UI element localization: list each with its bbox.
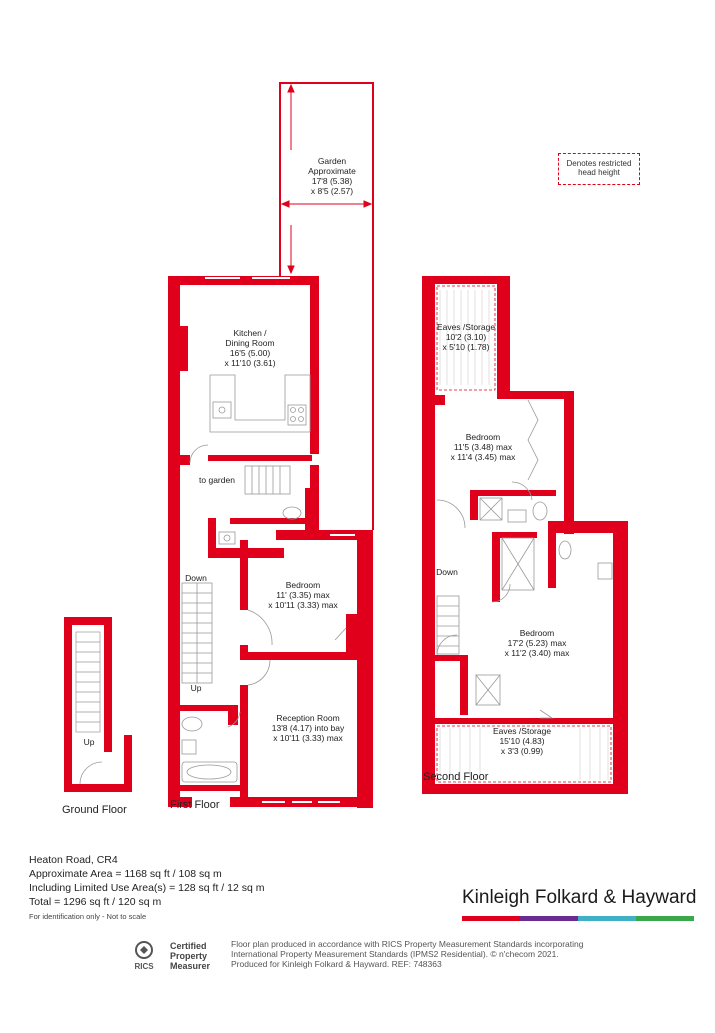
legend-line-1: Denotes restricted <box>566 159 632 168</box>
rics-logo-icon <box>124 938 164 972</box>
restricted-height-legend <box>558 153 640 185</box>
bedroom-second-floor-a-label: Bedroom 11'5 (3.48) max x 11'4 (3.45) max <box>450 432 516 462</box>
stairs-down-second-floor: Down <box>436 567 458 577</box>
identification-note: For identification only - Not to scale <box>29 912 147 921</box>
first-floor-title: First Floor <box>170 799 220 811</box>
stairs-down-first-floor: Down <box>185 573 207 583</box>
garden-label: Garden Approximate 17'8 (5.38) x 8'5 (2.57) <box>308 156 356 196</box>
ground-floor-stairs <box>76 632 102 784</box>
legend-line-2: head height <box>578 168 620 177</box>
second-floor-title: Second Floor <box>423 771 489 783</box>
ground-floor-title: Ground Floor <box>62 804 127 816</box>
total-area: Total = 1296 sq ft / 120 sq m <box>29 896 162 908</box>
bedroom-first-floor-label: Bedroom 11' (3.35) max x 10'11 (3.33) max <box>268 580 338 610</box>
stairs-up-first-floor: Up <box>190 683 202 693</box>
kitchen-dining-label: Kitchen / Dining Room 16'5 (5.00) x 11'10 (3.61) <box>224 328 276 368</box>
to-garden-label: to garden <box>199 475 235 485</box>
property-address: Heaton Road, CR4 <box>29 854 118 866</box>
eaves-storage-bottom-label: Eaves /Storage 15'10 (4.83) x 3'3 (0.99) <box>492 726 552 756</box>
bedroom-second-floor-b-label: Bedroom 17'2 (5.23) max x 11'2 (3.40) max <box>504 628 570 658</box>
limited-use-area: Including Limited Use Area(s) = 128 sq ft / 12 sq m <box>29 882 265 894</box>
second-floor-walls <box>422 276 628 794</box>
brand-bar-purple <box>520 916 578 921</box>
rics-badge-text: RICS <box>134 962 154 971</box>
brand-bar-teal <box>578 916 636 921</box>
stairs-up-ground-floor: Up <box>83 737 95 747</box>
brand-bar-green <box>636 916 694 921</box>
agent-brand-name: Kinleigh Folkard & Hayward <box>462 887 697 908</box>
reception-room-label: Reception Room 13'8 (4.17) into bay x 10'11 (3.33) max <box>271 713 345 743</box>
brand-bar-red <box>462 916 520 921</box>
garden-outline <box>280 83 373 530</box>
floorplan-disclaimer: Floor plan produced in accordance with RICS Property Measurement Standards incorporating International Property Measurement Standards (IPMS2 Residential). © n'checom 2021. Produced for Kinleigh Folkard & Hayward. REF: 748363 <box>231 939 584 969</box>
certified-property-measurer: Certified Property Measurer <box>170 941 211 971</box>
eaves-storage-top-label: Eaves /Storage 10'2 (3.10) x 5'10 (1.78) <box>436 322 496 352</box>
ground-floor-walls <box>64 617 132 792</box>
approximate-area: Approximate Area = 1168 sq ft / 108 sq m <box>29 868 222 880</box>
